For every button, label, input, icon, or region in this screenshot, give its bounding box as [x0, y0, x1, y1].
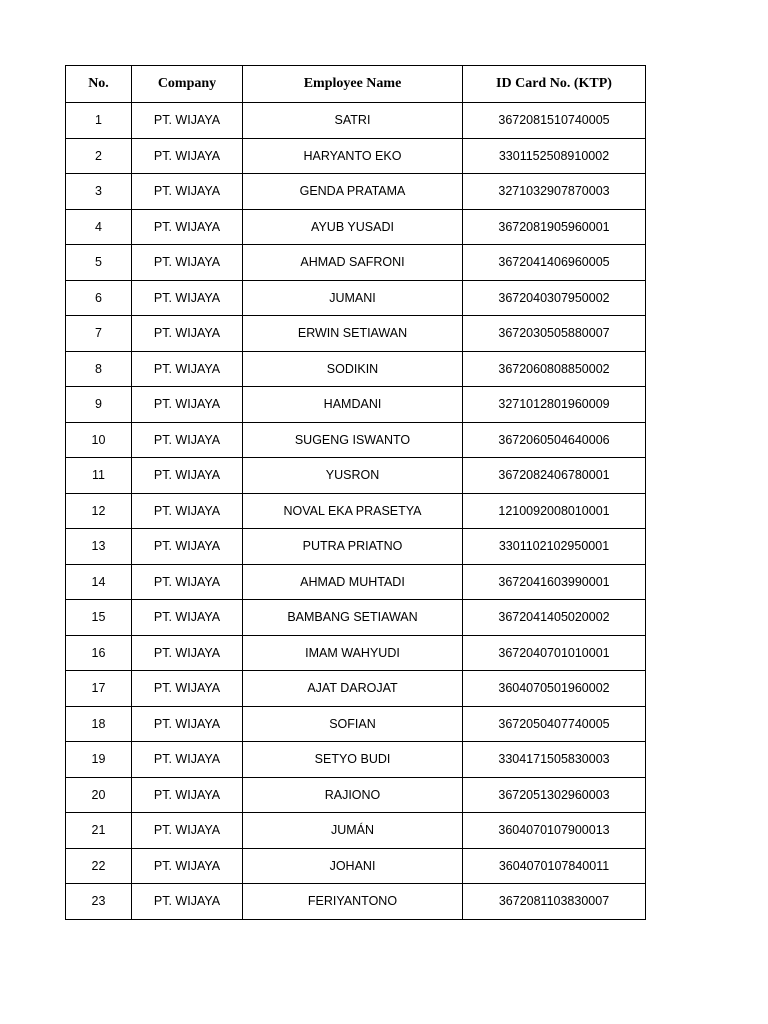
cell-no: 10 — [66, 422, 132, 458]
table-row — [66, 671, 646, 707]
cell-id-card: 3271012801960009 — [463, 387, 646, 423]
cell-id-card: 1210092008010001 — [463, 493, 646, 529]
table-row — [66, 706, 646, 742]
cell-company: PT. WIJAYA — [132, 600, 243, 636]
table-header — [66, 66, 646, 103]
table-row — [66, 742, 646, 778]
cell-id-card: 3672030505880007 — [463, 316, 646, 352]
table-row — [66, 209, 646, 245]
cell-company: PT. WIJAYA — [132, 884, 243, 920]
cell-no: 2 — [66, 138, 132, 174]
cell-employee-name: SUGENG ISWANTO — [243, 422, 463, 458]
cell-no: 8 — [66, 351, 132, 387]
cell-employee-name: AYUB YUSADI — [243, 209, 463, 245]
cell-employee-name: YUSRON — [243, 458, 463, 494]
cell-no: 16 — [66, 635, 132, 671]
cell-id-card: 3672040701010001 — [463, 635, 646, 671]
table-row — [66, 777, 646, 813]
cell-no: 5 — [66, 245, 132, 281]
table-row — [66, 635, 646, 671]
table-row — [66, 245, 646, 281]
cell-employee-name: SATRI — [243, 103, 463, 139]
cell-employee-name: HAMDANI — [243, 387, 463, 423]
cell-employee-name: AHMAD MUHTADI — [243, 564, 463, 600]
cell-no: 21 — [66, 813, 132, 849]
cell-company: PT. WIJAYA — [132, 280, 243, 316]
cell-id-card: 3604070107840011 — [463, 848, 646, 884]
cell-company: PT. WIJAYA — [132, 671, 243, 707]
table-row — [66, 174, 646, 210]
cell-company: PT. WIJAYA — [132, 209, 243, 245]
table-body — [66, 103, 646, 920]
table-row — [66, 529, 646, 565]
cell-employee-name: GENDA PRATAMA — [243, 174, 463, 210]
table-row — [66, 813, 646, 849]
cell-company: PT. WIJAYA — [132, 493, 243, 529]
cell-company: PT. WIJAYA — [132, 316, 243, 352]
cell-id-card: 3301152508910002 — [463, 138, 646, 174]
cell-employee-name: ERWIN SETIAWAN — [243, 316, 463, 352]
table-row — [66, 103, 646, 139]
cell-company: PT. WIJAYA — [132, 138, 243, 174]
cell-no: 18 — [66, 706, 132, 742]
cell-no: 15 — [66, 600, 132, 636]
cell-id-card: 3604070501960002 — [463, 671, 646, 707]
cell-id-card: 3672082406780001 — [463, 458, 646, 494]
cell-company: PT. WIJAYA — [132, 422, 243, 458]
cell-employee-name: BAMBANG SETIAWAN — [243, 600, 463, 636]
table-row — [66, 458, 646, 494]
cell-no: 14 — [66, 564, 132, 600]
cell-company: PT. WIJAYA — [132, 103, 243, 139]
cell-no: 17 — [66, 671, 132, 707]
cell-employee-name: SETYO BUDI — [243, 742, 463, 778]
cell-company: PT. WIJAYA — [132, 351, 243, 387]
cell-no: 13 — [66, 529, 132, 565]
cell-company: PT. WIJAYA — [132, 245, 243, 281]
cell-employee-name: AJAT DAROJAT — [243, 671, 463, 707]
cell-employee-name: JUMANI — [243, 280, 463, 316]
cell-company: PT. WIJAYA — [132, 564, 243, 600]
cell-employee-name: SOFIAN — [243, 706, 463, 742]
cell-id-card: 3604070107900013 — [463, 813, 646, 849]
cell-no: 6 — [66, 280, 132, 316]
cell-company: PT. WIJAYA — [132, 635, 243, 671]
cell-id-card: 3672081510740005 — [463, 103, 646, 139]
cell-no: 3 — [66, 174, 132, 210]
cell-no: 22 — [66, 848, 132, 884]
employee-table — [65, 65, 646, 920]
cell-company: PT. WIJAYA — [132, 848, 243, 884]
cell-no: 11 — [66, 458, 132, 494]
cell-employee-name: JOHANI — [243, 848, 463, 884]
header-no: No. — [66, 66, 132, 103]
table-row — [66, 138, 646, 174]
cell-id-card: 3301102102950001 — [463, 529, 646, 565]
cell-id-card: 3672040307950002 — [463, 280, 646, 316]
cell-id-card: 3672041406960005 — [463, 245, 646, 281]
cell-company: PT. WIJAYA — [132, 813, 243, 849]
table-row — [66, 316, 646, 352]
table-row — [66, 280, 646, 316]
header-id-card: ID Card No. (KTP) — [463, 66, 646, 103]
cell-employee-name: IMAM WAHYUDI — [243, 635, 463, 671]
header-row — [66, 66, 646, 103]
cell-company: PT. WIJAYA — [132, 777, 243, 813]
header-company: Company — [132, 66, 243, 103]
table-row — [66, 884, 646, 920]
cell-employee-name: HARYANTO EKO — [243, 138, 463, 174]
table-row — [66, 564, 646, 600]
table-row — [66, 848, 646, 884]
cell-company: PT. WIJAYA — [132, 529, 243, 565]
cell-employee-name: JUMÁN — [243, 813, 463, 849]
cell-company: PT. WIJAYA — [132, 458, 243, 494]
cell-company: PT. WIJAYA — [132, 706, 243, 742]
cell-no: 12 — [66, 493, 132, 529]
cell-id-card: 3672050407740005 — [463, 706, 646, 742]
cell-no: 7 — [66, 316, 132, 352]
cell-no: 19 — [66, 742, 132, 778]
cell-id-card: 3672081103830007 — [463, 884, 646, 920]
cell-id-card: 3672041603990001 — [463, 564, 646, 600]
cell-employee-name: AHMAD SAFRONI — [243, 245, 463, 281]
cell-employee-name: FERIYANTONO — [243, 884, 463, 920]
cell-no: 23 — [66, 884, 132, 920]
cell-id-card: 3672060808850002 — [463, 351, 646, 387]
cell-id-card: 3271032907870003 — [463, 174, 646, 210]
cell-no: 4 — [66, 209, 132, 245]
cell-id-card: 3672060504640006 — [463, 422, 646, 458]
cell-no: 1 — [66, 103, 132, 139]
cell-company: PT. WIJAYA — [132, 174, 243, 210]
cell-no: 20 — [66, 777, 132, 813]
cell-no: 9 — [66, 387, 132, 423]
table-row — [66, 493, 646, 529]
cell-employee-name: SODIKIN — [243, 351, 463, 387]
cell-id-card: 3672041405020002 — [463, 600, 646, 636]
cell-company: PT. WIJAYA — [132, 742, 243, 778]
table-row — [66, 600, 646, 636]
cell-employee-name: PUTRA PRIATNO — [243, 529, 463, 565]
table-row — [66, 387, 646, 423]
table-row — [66, 351, 646, 387]
header-employee-name: Employee Name — [243, 66, 463, 103]
cell-id-card: 3672051302960003 — [463, 777, 646, 813]
cell-employee-name: NOVAL EKA PRASETYA — [243, 493, 463, 529]
table-row — [66, 422, 646, 458]
cell-company: PT. WIJAYA — [132, 387, 243, 423]
cell-id-card: 3672081905960001 — [463, 209, 646, 245]
cell-employee-name: RAJIONO — [243, 777, 463, 813]
cell-id-card: 3304171505830003 — [463, 742, 646, 778]
